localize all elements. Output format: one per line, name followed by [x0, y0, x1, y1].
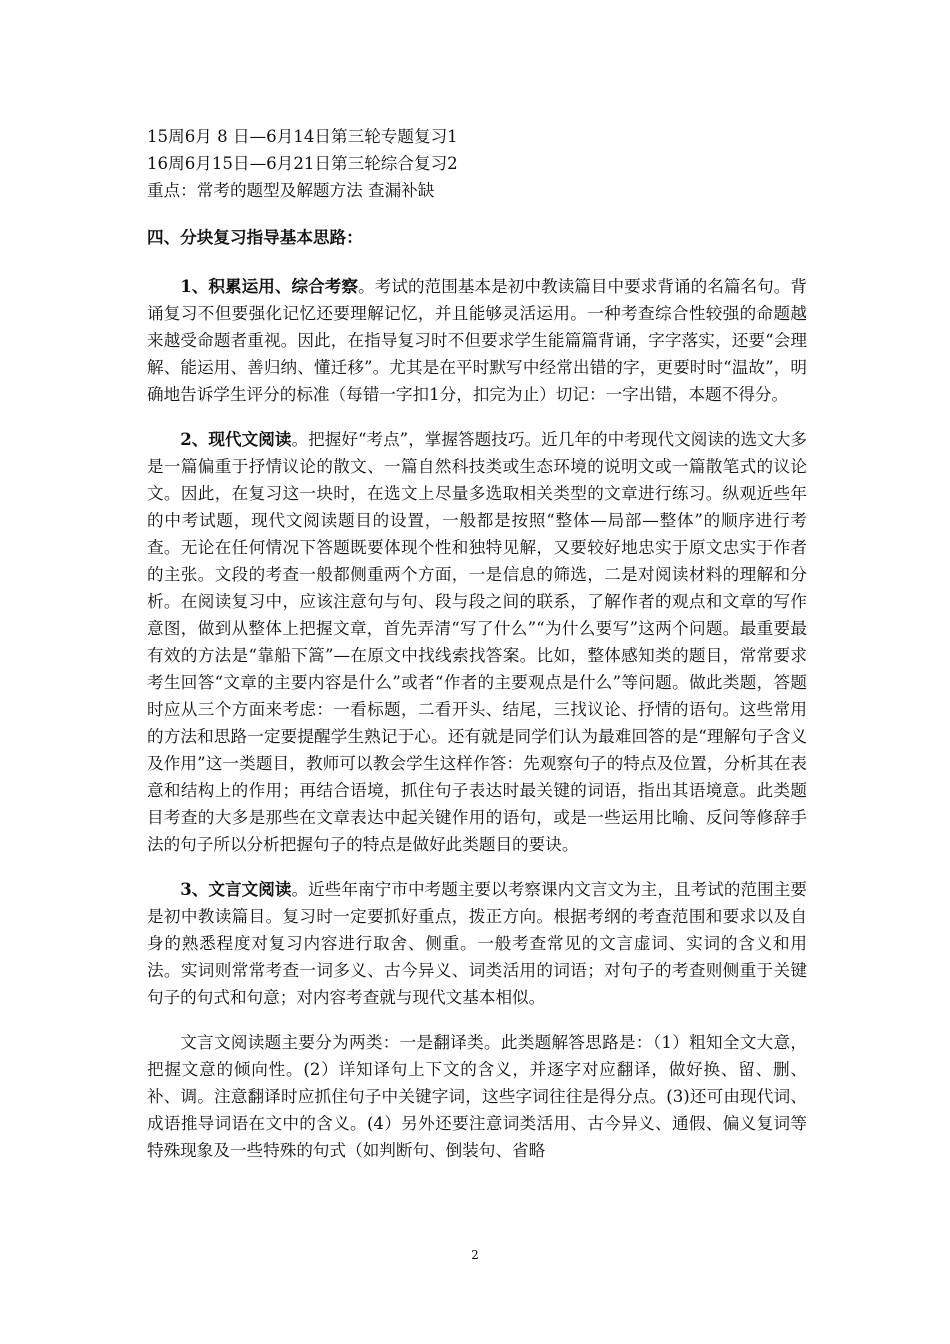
paragraph-lead: 3、文言文阅读: [180, 879, 292, 899]
paragraph-text: 。近些年南宁市中考题主要以考察课内文言文为主，且考试的范围主要是初中教读篇目。复习时一定要抓好重点，拨正方向。根据考纲的考查范围和要求以及自身的熟悉程度对复习内容进行取舍、侧重。一般考查常见的文言虚词、实词的含义和用法。实词则常常考查一词多义、古今异义、词类活用的词语；对句子的考查则侧重于关键句子的句式和句意；对内容考查就与现代文基本相似。: [147, 880, 808, 1007]
paragraph-classical-question-types: [147, 1029, 807, 1164]
schedule-week-16: 16周6月15日—6月21日第三轮综合复习2: [147, 154, 458, 173]
paragraph-text: 文言文阅读题主要分为两类：一是翻译类。此类题解答思路是：（1）粗知全文大意，把握文意的倾向性。(2）详知译句上下文的含义，并逐字对应翻译，做好换、留、删、补、调。注意翻译时应抓住句子中关键字词，这些字词往往是得分点。(3)还可由现代词、成语推导词语在文中的含义。(4）另外还要注意词类活用、古今异义、通假、偏义复词等特殊现象及一些特殊的句式（如判断句、倒装句、省略: [147, 1033, 807, 1160]
paragraph-modern-reading: [147, 426, 807, 858]
page-content: [147, 123, 807, 1164]
paragraph-lead: 2、现代文阅读: [180, 429, 292, 449]
paragraph-text: 。把握好“考点”，掌握答题技巧。近几年的中考现代文阅读的选文大多是一篇偏重于抒情议论的散文、一篇自然科技类或生态环境的说明文或一篇散笔式的议论文。因此，在复习这一块时，在选文上尽量多选取相关类型的文章进行练习。纵观近些年的中考试题，现代文阅读题目的设置，一般都是按照“整体—局部—整体”的顺序进行考查。无论在任何情况下答题既要体现个性和独特见解，又要较好地忠实于原文忠实于作者的主张。文段的考查一般都侧重两个方面，一是信息的筛选，二是对阅读材料的理解和分析。在阅读复习中，应该注意句与句、段与段之间的联系，了解作者的观点和文章的写作意图，做到从整体上把握文章，首先弄清“写了什么”“为什么要写”这两个问题。最重要最有效的方法是“靠船下篙”—在原文中找线索找答案。比如，整体感知类的题目，常常要求考生回答“文章的主要内容是什么”或者“作者的主要观点是什么”等问题。做此类题，答题时应从三个方面来考虑：一看标题，二看开头、结尾，三找议论、抒情的语句。这些常用的方法和思路一定要提醒学生熟记于心。还有就是同学们认为最难回答的是“理解句子含义及作用”这一类题目，教师可以教会学生这样作答：先观察句子的特点及位置，分析其在表意和结构上的作用；再结合语境，抓住句子表达时最关键的词语，指出其语境意。此类题目考查的大多是那些在文章表达中起关键作用的语句，或是一些运用比喻、反问等修辞手法的句子所以分析把握句子的特点是做好此类题目的要诀。: [147, 430, 807, 854]
paragraph-classical-reading: [147, 876, 807, 1011]
schedule-week-15: 15周6月 8 日—6月14日第三轮专题复习1: [147, 127, 458, 146]
section-heading: 四、分块复习指导基本思路：: [147, 227, 363, 247]
paragraph-accumulation: [147, 273, 807, 408]
paragraph-text: 。考试的范围基本是初中教读篇目中要求背诵的名篇名句。背诵复习不但要强化记忆还要理解记忆，并且能够灵活运用。一种考查综合性较强的命题越来越受命题者重视。因此，在指导复习时不但要求学生能篇篇背诵，字字落实，还要“会理解、能运用、善归纳、懂迁移”。尤其是在平时默写中经常出错的字，更要时时“温故”，明确地告诉学生评分的标准（每错一字扣1分，扣完为止）切记：一字出错，本题不得分。: [147, 277, 808, 404]
page-number: 2: [471, 1248, 479, 1262]
paragraph-lead: 1、积累运用、综合考察: [180, 276, 359, 296]
schedule-focus: 重点：常考的题型及解题方法 查漏补缺: [147, 181, 435, 200]
